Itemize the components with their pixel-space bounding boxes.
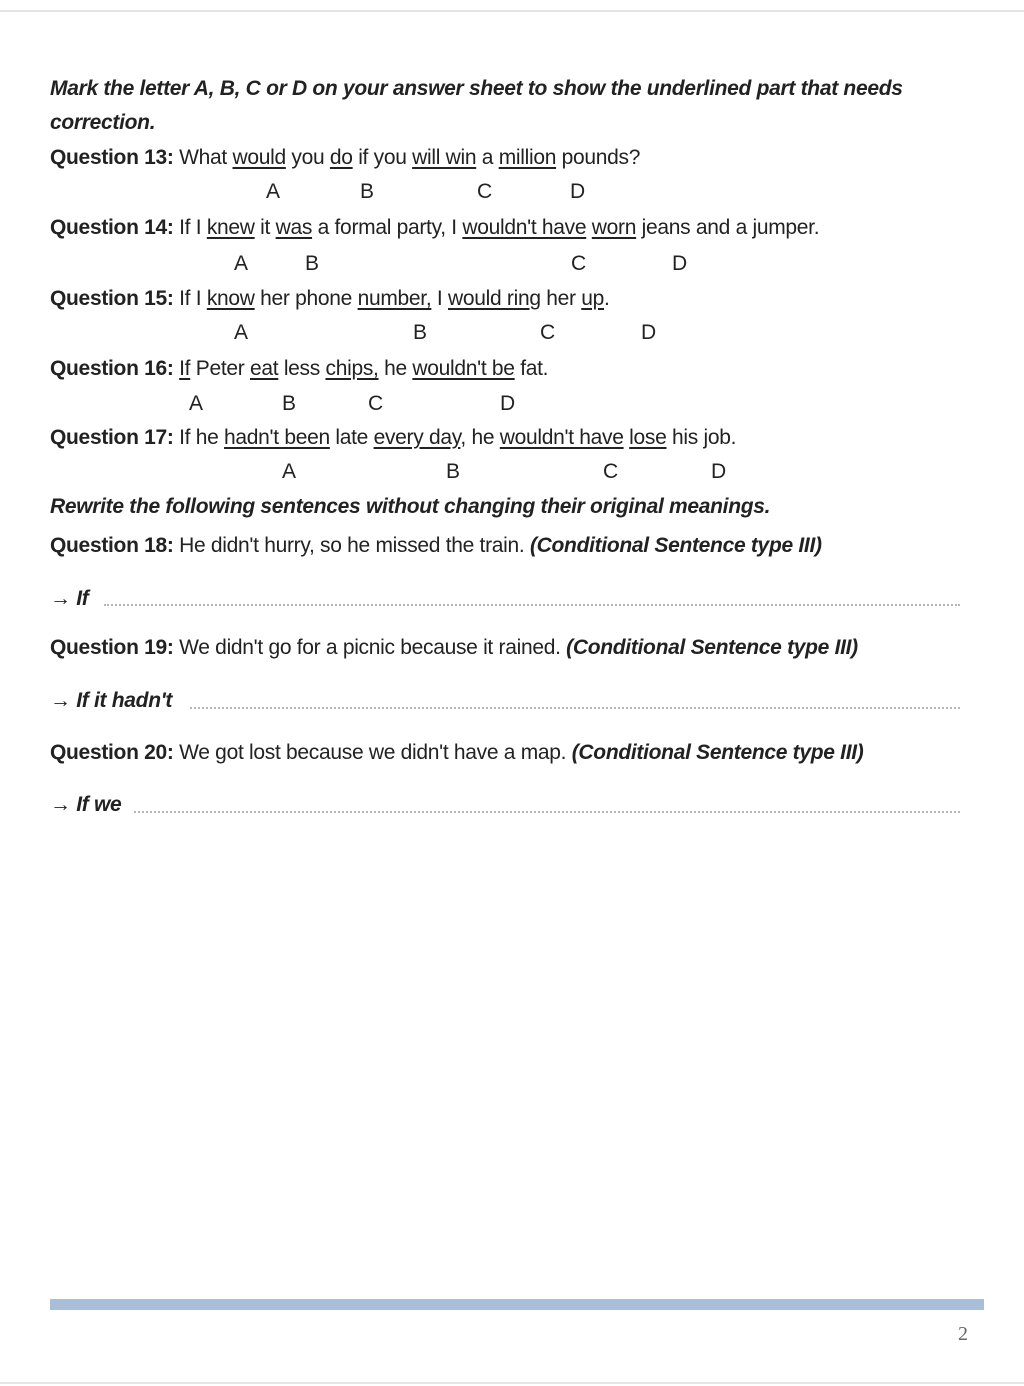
text: jeans and a jumper. (636, 216, 820, 239)
underlined-option-c: chips, (325, 357, 379, 380)
option-letter-c: C (540, 321, 556, 344)
text: pounds? (556, 146, 641, 169)
question-14 (50, 215, 819, 241)
option-letter-d: D (570, 180, 586, 203)
question-label: Question 19: (50, 636, 174, 659)
text: he (378, 357, 413, 380)
question-text: He didn't hurry, so he missed the train. (173, 534, 530, 557)
question-16 (50, 356, 548, 382)
option-letter-b: B (360, 180, 375, 203)
option-letter-d: D (641, 321, 657, 344)
answer-blank-20[interactable] (134, 811, 960, 813)
question-label: Question 18: (50, 534, 174, 557)
text: Peter (190, 357, 250, 380)
option-letter-c: C (571, 252, 587, 275)
underlined-option-c: would ring (447, 287, 541, 310)
underlined-option-b: do (329, 146, 353, 169)
text: What (173, 146, 233, 169)
question-18 (50, 533, 822, 559)
question-type-tag: (Conditional Sentence type III) (529, 534, 822, 557)
text: . (604, 287, 610, 310)
text: I (431, 287, 448, 310)
underlined-option-c: wouldn't have (499, 426, 624, 449)
page-bottom-edge (0, 1382, 1024, 1384)
option-letter-c: C (603, 460, 619, 483)
underlined-option-a: hadn't been (224, 426, 330, 449)
underlined-option-b: was (275, 216, 313, 239)
option-letter-a: A (234, 321, 249, 344)
option-letter-b: B (413, 321, 428, 344)
underlined-option-d: worn (591, 216, 637, 239)
page-top-edge (0, 10, 1024, 12)
answer-blank-18[interactable] (104, 604, 960, 606)
question-20 (50, 740, 863, 766)
option-letter-a: A (234, 252, 249, 275)
option-letter-d: D (672, 252, 688, 275)
option-letter-b: B (446, 460, 461, 483)
underlined-option-d: wouldn't be (412, 357, 515, 380)
option-letter-d: D (711, 460, 727, 483)
question-type-tag: (Conditional Sentence type III) (566, 636, 858, 659)
text: his job. (666, 426, 737, 449)
underlined-option-b: number, (357, 287, 432, 310)
question-label: Question 20: (50, 741, 174, 764)
underlined-option-c: wouldn't have (462, 216, 587, 239)
footer-divider (50, 1299, 984, 1310)
option-letter-a: A (282, 460, 297, 483)
text: if you (352, 146, 413, 169)
text: fat. (514, 357, 549, 380)
text: If he (173, 426, 225, 449)
text: her (540, 287, 582, 310)
underlined-option-a: know (206, 287, 255, 310)
question-label: Question 13: (50, 146, 174, 169)
question-15 (50, 286, 610, 312)
instruction-rewrite: Rewrite the following sentences without changing their original meanings. (50, 495, 771, 518)
text: If I (173, 287, 207, 310)
underlined-option-c: will win (412, 146, 477, 169)
option-letter-d: D (500, 392, 516, 415)
answer-prompt-18: → If (50, 587, 89, 610)
answer-prompt-19: → If it hadn't (50, 689, 173, 712)
question-label: Question 16: (50, 357, 174, 380)
answer-prompt-20: → If we (50, 793, 122, 816)
question-label: Question 14: (50, 216, 174, 239)
underlined-option-a: knew (206, 216, 255, 239)
underlined-option-d: lose (629, 426, 667, 449)
option-letter-b: B (305, 252, 320, 275)
option-letter-b: B (282, 392, 297, 415)
underlined-option-b: eat (249, 357, 279, 380)
option-letter-a: A (189, 392, 204, 415)
text: , he (460, 426, 500, 449)
text: her phone (254, 287, 358, 310)
text: a (476, 146, 499, 169)
answer-blank-19[interactable] (190, 707, 960, 709)
option-letter-c: C (477, 180, 493, 203)
option-letter-a: A (266, 180, 281, 203)
text: If I (173, 216, 207, 239)
question-text: We didn't go for a picnic because it rained. (173, 636, 567, 659)
question-17 (50, 425, 736, 451)
text: late (329, 426, 374, 449)
underlined-option-a: If (179, 357, 191, 380)
question-13 (50, 145, 640, 171)
text: less (278, 357, 326, 380)
question-19 (50, 635, 858, 661)
instruction-error-identification: Mark the letter A, B, C or D on your answer sheet to show the underlined part that needs correction. (50, 77, 903, 134)
underlined-option-d: million (498, 146, 557, 169)
question-type-tag: (Conditional Sentence type III) (571, 741, 864, 764)
text: it (254, 216, 276, 239)
underlined-option-a: would (232, 146, 286, 169)
question-label: Question 17: (50, 426, 174, 449)
text: you (285, 146, 330, 169)
text: a formal party, I (312, 216, 463, 239)
underlined-option-d: up (581, 287, 605, 310)
question-text: We got lost because we didn't have a map. (173, 741, 572, 764)
option-letter-c: C (368, 392, 384, 415)
underlined-option-b: every day (373, 426, 461, 449)
page-number: 2 (958, 1323, 968, 1345)
question-label: Question 15: (50, 287, 174, 310)
